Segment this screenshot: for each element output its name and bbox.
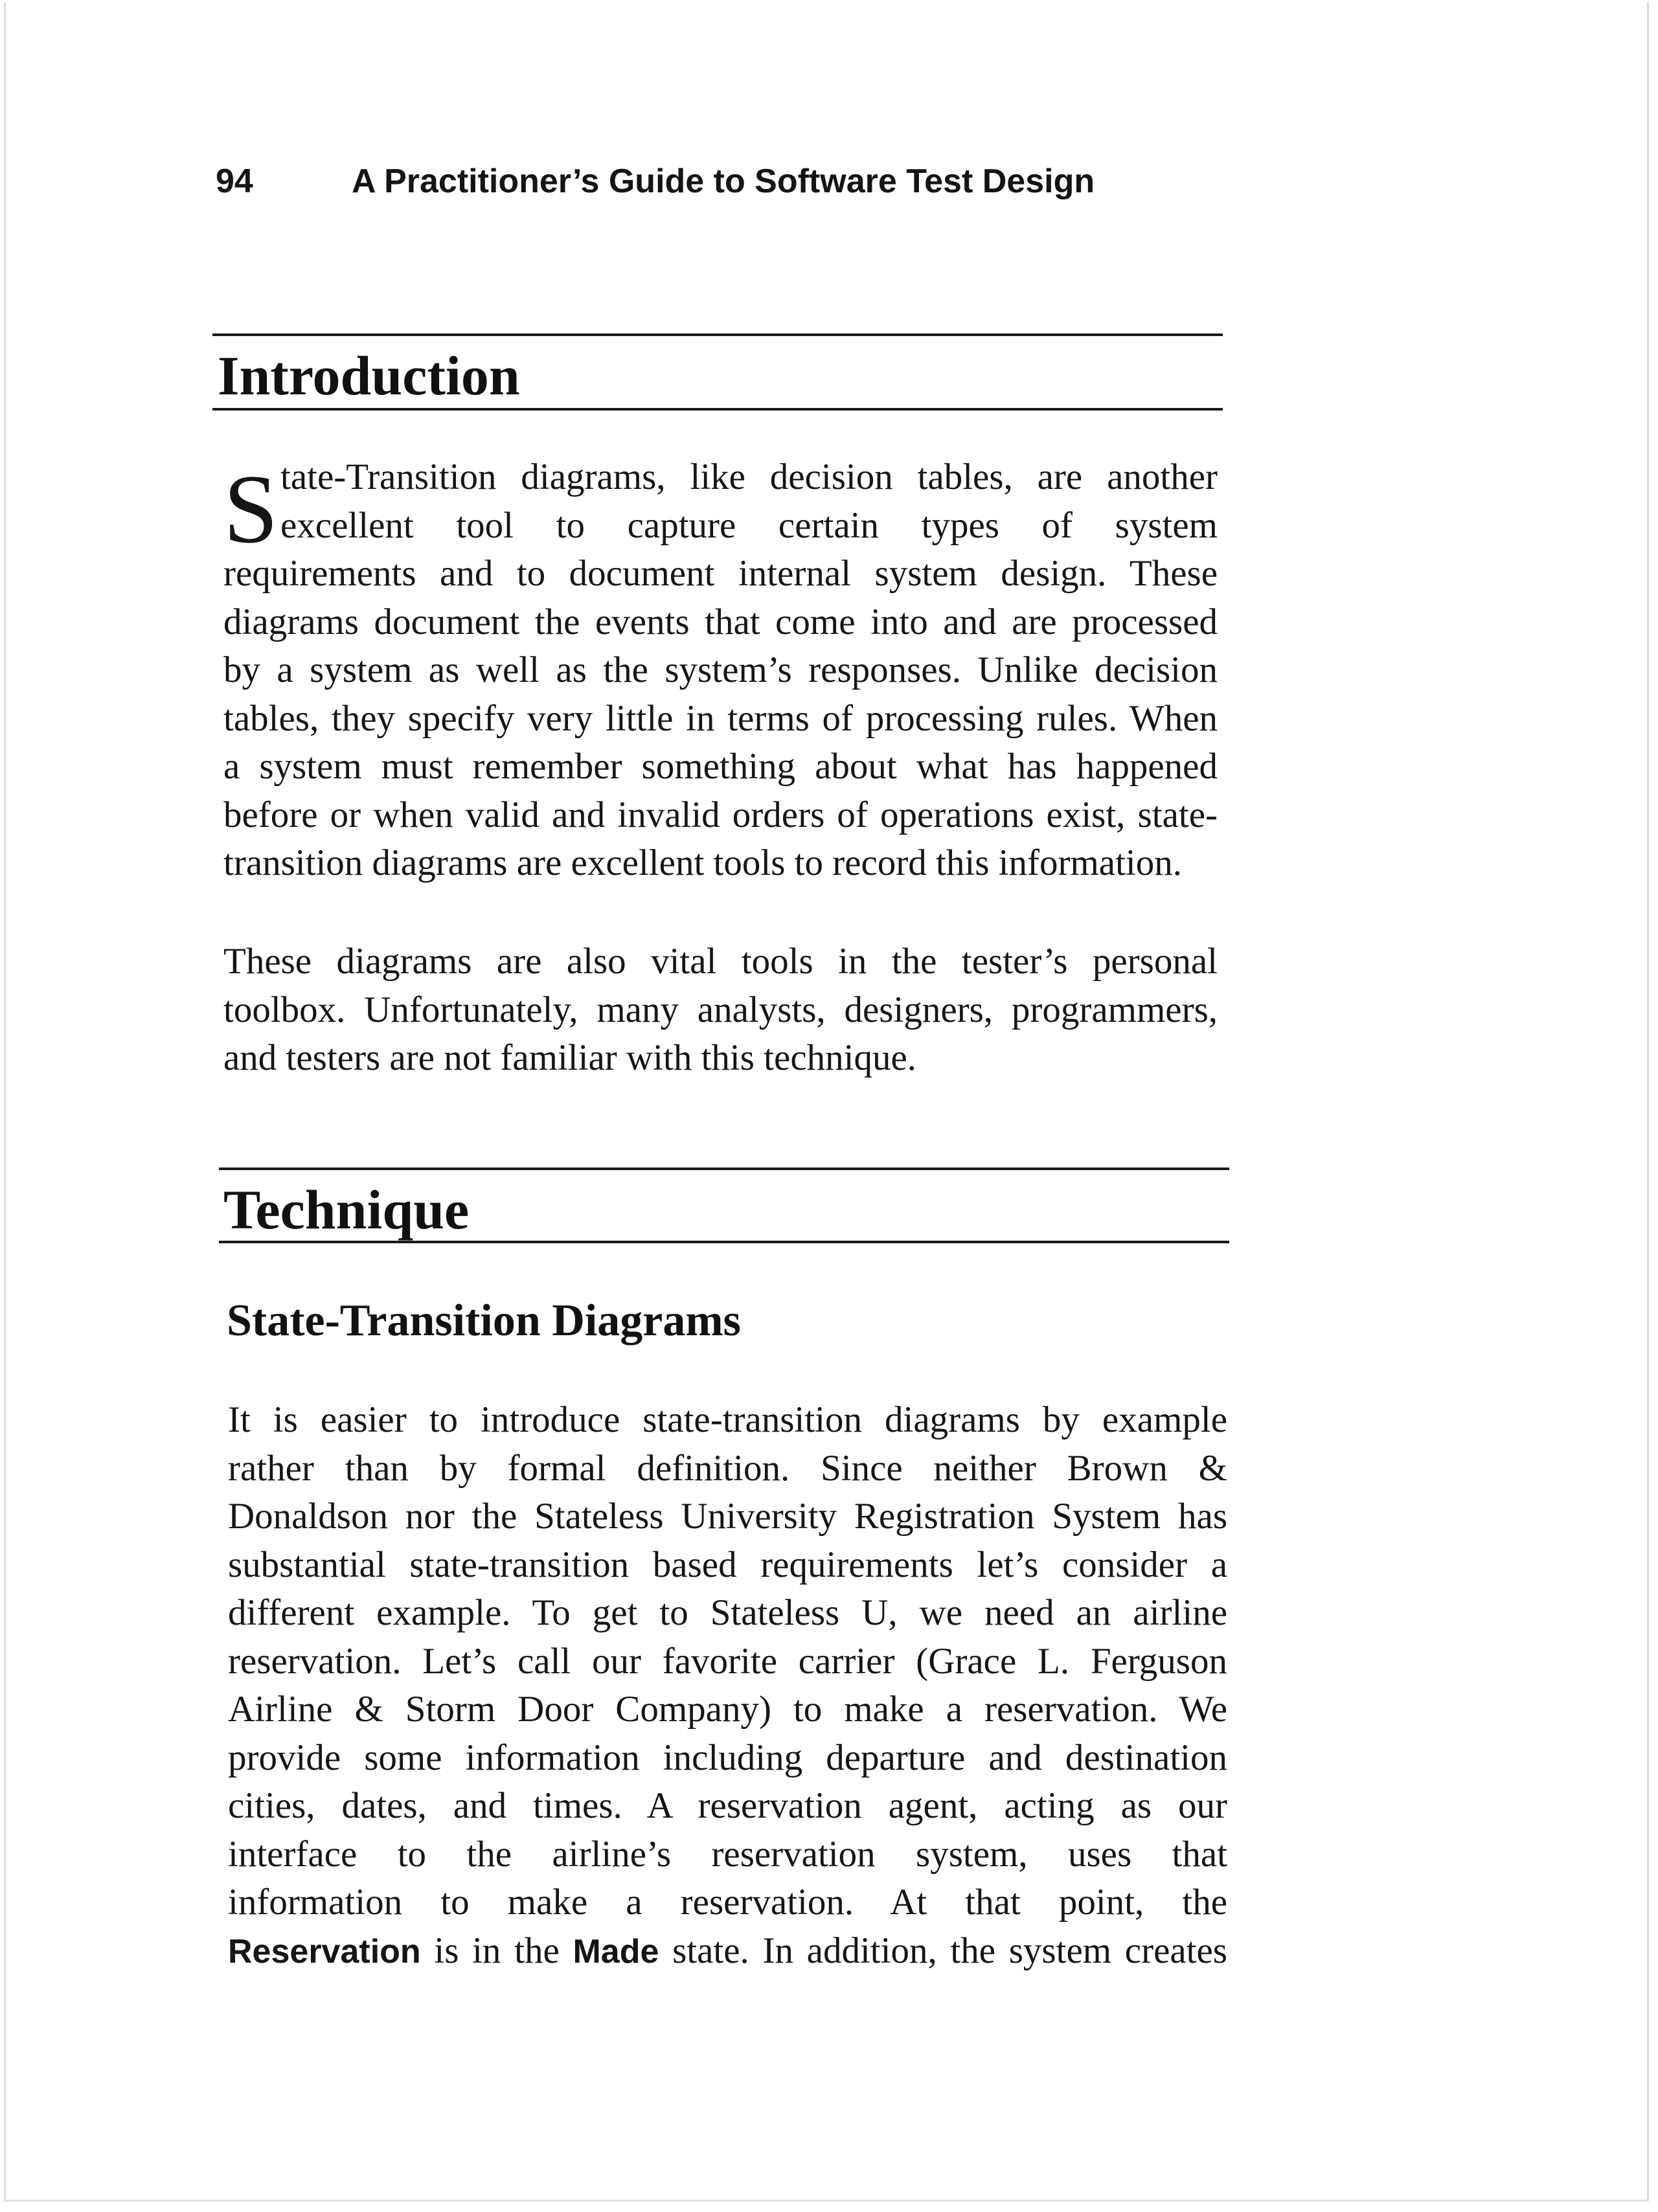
text-line: rather than by formal definition. Since neither Brown & [228,1447,1227,1489]
text-line: toolbox. Unfortunately, many analysts, designers, programmers, [223,989,1218,1030]
text-line: cities, dates, and times. A reservation agent, acting as our [228,1785,1227,1826]
term-made: Made [573,1932,659,1970]
technique-bottom-rule [219,1241,1229,1243]
introduction-top-rule [212,333,1223,336]
text-line: substantial state-transition based requirements let’s consider a [228,1544,1227,1585]
text-line-last: Reservation is in the Made state. In addition, the system creates [228,1930,1227,1971]
book-title: A Practitioner’s Guide to Software Test Design [352,163,1095,200]
text-line: Airline & Storm Door Company) to make a reservation. We [228,1689,1227,1730]
drop-cap: S [223,455,278,563]
text-line: by a system as well as the system’s responses. Unlike decision [223,649,1218,690]
text-line: requirements and to document internal system design. These [223,553,1218,594]
text-line: tables, they specify very little in terms of processing rules. When [223,697,1218,739]
technique-top-rule [219,1168,1229,1170]
text-line: diagrams document the events that come into and are processed [223,601,1218,642]
text-line: reservation. Let’s call our favorite carrier (Grace L. Ferguson [228,1640,1227,1682]
technique-heading: Technique [223,1179,470,1241]
text-line: tate-Transition diagrams, like decision tables, are another [280,457,1218,497]
text-line: excellent tool to capture certain types of system [280,504,1218,546]
introduction-heading: Introduction [218,344,520,407]
introduction-bottom-rule [212,408,1223,411]
technique-paragraph [228,1396,1227,1976]
text-line: before or when valid and invalid orders of operations exist, state- [223,794,1218,835]
text-line: These diagrams are also vital tools in the tester’s personal [223,941,1218,982]
text-line: and testers are not familiar with this technique. [223,1037,917,1078]
page-number: 94 [216,163,253,200]
text-line: transition diagrams are excellent tools to record this information. [223,842,1182,883]
text-line: provide some information including departure and destination [228,1737,1227,1778]
text-line: information to make a reservation. At that point, the [228,1882,1227,1923]
running-head [216,162,1095,201]
term-reservation: Reservation [228,1932,421,1970]
text-line: interface to the airline’s reservation system, uses that [228,1833,1227,1875]
introduction-paragraph-2 [223,938,1218,1083]
introduction-paragraph-1 [223,453,1218,888]
text-line: a system must remember something about what has happened [223,746,1218,787]
text-line: Donaldson nor the Stateless University Registration System has [228,1496,1227,1537]
text-line: different example. To get to Stateless U, we need an airline [228,1592,1227,1633]
text-line: It is easier to introduce state-transition diagrams by example [228,1399,1227,1440]
subheading: State-Transition Diagrams [227,1296,741,1346]
